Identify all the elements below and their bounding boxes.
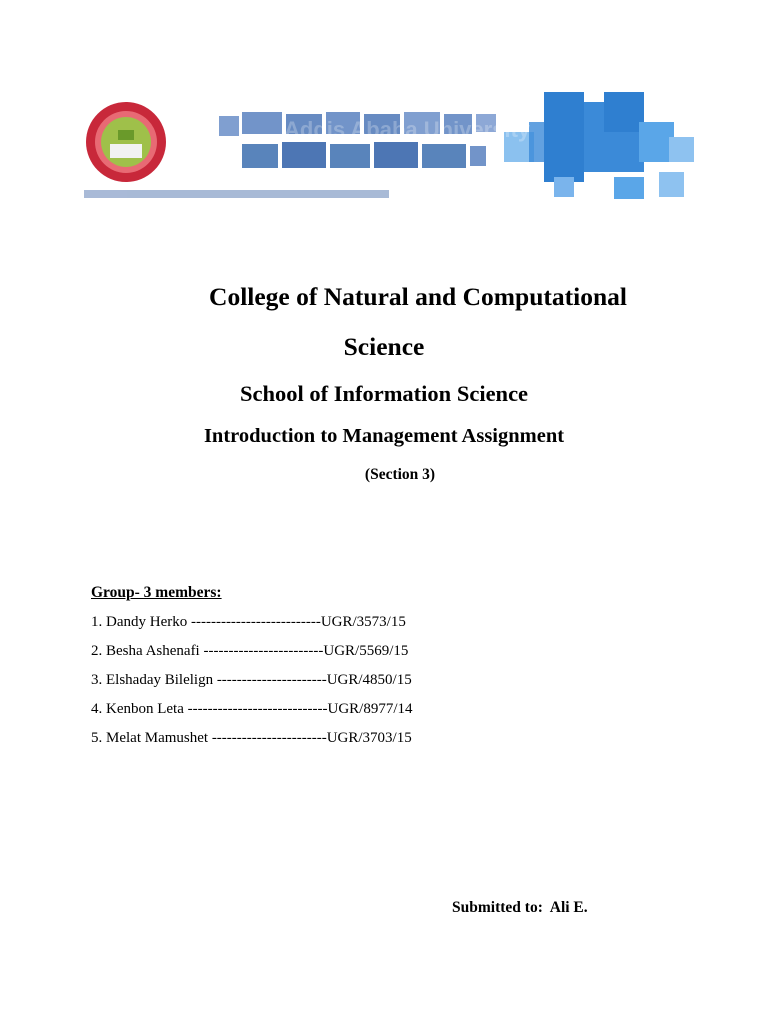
university-logo-banner [84,92,702,212]
member-item: 1. Dandy Herko --------------------------UGR/3573/15 [91,614,406,630]
school-title: School of Information Science [239,381,529,406]
submitted-to-label: Submitted to: Ali E. [452,899,588,916]
college-title-line2: Science [343,332,425,361]
logo-text: Addis Ababa University [284,117,531,142]
group-members-list [91,583,551,757]
member-item: 4. Kenbon Leta ----------------------------UGR/8977/14 [91,701,413,717]
section-label: (Section 3) [364,466,436,483]
university-seal-icon [86,102,166,182]
course-title: Introduction to Management Assignment [203,425,565,447]
blue-emblem-icon [504,92,694,199]
member-item: 5. Melat Mamushet -----------------------UGR/3703/15 [91,730,412,746]
member-item: 3. Elshaday Bilelign ----------------------UGR/4850/15 [91,672,412,688]
college-title-line1: College of Natural and Computational [209,282,627,311]
member-item: 2. Besha Ashenafi ------------------------UGR/5569/15 [91,643,409,659]
group-heading: Group- 3 members: [91,584,222,601]
